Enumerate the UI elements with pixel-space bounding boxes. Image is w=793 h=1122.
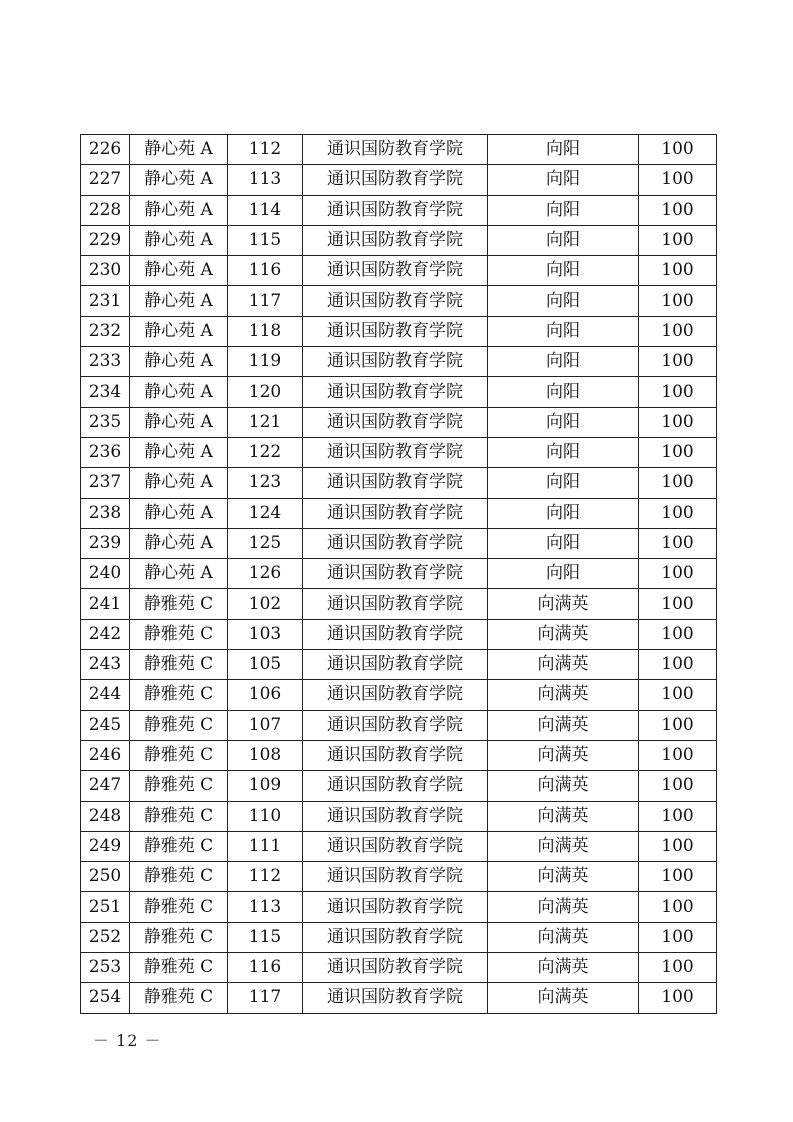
score-cell: 100 <box>639 680 717 710</box>
college-cell: 通识国防教育学院 <box>303 407 488 437</box>
table-row <box>81 468 717 498</box>
score-cell: 100 <box>639 710 717 740</box>
score-cell: 100 <box>639 831 717 861</box>
row-index-cell: 236 <box>81 437 130 467</box>
counselor-cell: 向阳 <box>488 225 639 255</box>
counselor-cell: 向满英 <box>488 892 639 922</box>
college-cell: 通识国防教育学院 <box>303 347 488 377</box>
table-row <box>81 195 717 225</box>
college-cell: 通识国防教育学院 <box>303 468 488 498</box>
score-cell: 100 <box>639 468 717 498</box>
building-cell: 静雅苑 C <box>130 740 228 770</box>
counselor-cell: 向满英 <box>488 831 639 861</box>
score-cell: 100 <box>639 983 717 1013</box>
counselor-cell: 向阳 <box>488 316 639 346</box>
building-cell: 静雅苑 C <box>130 650 228 680</box>
table-row <box>81 377 717 407</box>
college-cell: 通识国防教育学院 <box>303 528 488 558</box>
counselor-cell: 向满英 <box>488 710 639 740</box>
table-row <box>81 135 717 165</box>
counselor-cell: 向阳 <box>488 347 639 377</box>
building-cell: 静心苑 A <box>130 377 228 407</box>
college-cell: 通识国防教育学院 <box>303 135 488 165</box>
college-cell: 通识国防教育学院 <box>303 559 488 589</box>
score-cell: 100 <box>639 528 717 558</box>
building-cell: 静雅苑 C <box>130 862 228 892</box>
table-row <box>81 316 717 346</box>
table-row <box>81 862 717 892</box>
score-cell: 100 <box>639 225 717 255</box>
table-row <box>81 740 717 770</box>
room-number-cell: 126 <box>228 559 303 589</box>
table-row <box>81 801 717 831</box>
row-index-cell: 242 <box>81 619 130 649</box>
college-cell: 通识国防教育学院 <box>303 892 488 922</box>
counselor-cell: 向满英 <box>488 862 639 892</box>
score-cell: 100 <box>639 347 717 377</box>
building-cell: 静心苑 A <box>130 135 228 165</box>
building-cell: 静雅苑 C <box>130 831 228 861</box>
room-number-cell: 102 <box>228 589 303 619</box>
college-cell: 通识国防教育学院 <box>303 983 488 1013</box>
score-cell: 100 <box>639 165 717 195</box>
room-number-cell: 115 <box>228 225 303 255</box>
building-cell: 静雅苑 C <box>130 589 228 619</box>
counselor-cell: 向满英 <box>488 983 639 1013</box>
building-cell: 静雅苑 C <box>130 680 228 710</box>
table-row <box>81 831 717 861</box>
score-cell: 100 <box>639 801 717 831</box>
score-cell: 100 <box>639 862 717 892</box>
table-row <box>81 953 717 983</box>
score-cell: 100 <box>639 437 717 467</box>
building-cell: 静雅苑 C <box>130 953 228 983</box>
counselor-cell: 向阳 <box>488 377 639 407</box>
building-cell: 静雅苑 C <box>130 710 228 740</box>
table-row <box>81 892 717 922</box>
table-row <box>81 286 717 316</box>
room-number-cell: 112 <box>228 135 303 165</box>
row-index-cell: 243 <box>81 650 130 680</box>
score-cell: 100 <box>639 771 717 801</box>
college-cell: 通识国防教育学院 <box>303 256 488 286</box>
building-cell: 静心苑 A <box>130 256 228 286</box>
score-cell: 100 <box>639 619 717 649</box>
row-index-cell: 237 <box>81 468 130 498</box>
table-row <box>81 225 717 255</box>
table-row <box>81 619 717 649</box>
building-cell: 静雅苑 C <box>130 619 228 649</box>
counselor-cell: 向阳 <box>488 165 639 195</box>
row-index-cell: 240 <box>81 559 130 589</box>
row-index-cell: 241 <box>81 589 130 619</box>
row-index-cell: 229 <box>81 225 130 255</box>
building-cell: 静雅苑 C <box>130 922 228 952</box>
counselor-cell: 向阳 <box>488 286 639 316</box>
row-index-cell: 247 <box>81 771 130 801</box>
table-row <box>81 437 717 467</box>
college-cell: 通识国防教育学院 <box>303 831 488 861</box>
college-cell: 通识国防教育学院 <box>303 498 488 528</box>
building-cell: 静雅苑 C <box>130 983 228 1013</box>
table-row <box>81 771 717 801</box>
building-cell: 静心苑 A <box>130 559 228 589</box>
building-cell: 静心苑 A <box>130 528 228 558</box>
counselor-cell: 向阳 <box>488 468 639 498</box>
table-row <box>81 498 717 528</box>
dormitory-score-table <box>80 134 717 1014</box>
table-row <box>81 589 717 619</box>
room-number-cell: 112 <box>228 862 303 892</box>
building-cell: 静心苑 A <box>130 225 228 255</box>
college-cell: 通识国防教育学院 <box>303 710 488 740</box>
building-cell: 静心苑 A <box>130 165 228 195</box>
counselor-cell: 向阳 <box>488 256 639 286</box>
row-index-cell: 245 <box>81 710 130 740</box>
counselor-cell: 向满英 <box>488 922 639 952</box>
score-cell: 100 <box>639 922 717 952</box>
college-cell: 通识国防教育学院 <box>303 286 488 316</box>
room-number-cell: 117 <box>228 286 303 316</box>
counselor-cell: 向阳 <box>488 498 639 528</box>
room-number-cell: 114 <box>228 195 303 225</box>
college-cell: 通识国防教育学院 <box>303 650 488 680</box>
room-number-cell: 106 <box>228 680 303 710</box>
row-index-cell: 246 <box>81 740 130 770</box>
score-cell: 100 <box>639 559 717 589</box>
room-number-cell: 120 <box>228 377 303 407</box>
college-cell: 通识国防教育学院 <box>303 771 488 801</box>
room-number-cell: 113 <box>228 892 303 922</box>
college-cell: 通识国防教育学院 <box>303 619 488 649</box>
row-index-cell: 251 <box>81 892 130 922</box>
building-cell: 静心苑 A <box>130 286 228 316</box>
table-body <box>81 135 717 1014</box>
counselor-cell: 向满英 <box>488 740 639 770</box>
counselor-cell: 向满英 <box>488 771 639 801</box>
counselor-cell: 向满英 <box>488 801 639 831</box>
counselor-cell: 向阳 <box>488 407 639 437</box>
counselor-cell: 向满英 <box>488 953 639 983</box>
row-index-cell: 232 <box>81 316 130 346</box>
score-cell: 100 <box>639 650 717 680</box>
room-number-cell: 125 <box>228 528 303 558</box>
room-number-cell: 113 <box>228 165 303 195</box>
counselor-cell: 向阳 <box>488 559 639 589</box>
counselor-cell: 向满英 <box>488 619 639 649</box>
college-cell: 通识国防教育学院 <box>303 165 488 195</box>
college-cell: 通识国防教育学院 <box>303 195 488 225</box>
room-number-cell: 119 <box>228 347 303 377</box>
college-cell: 通识国防教育学院 <box>303 922 488 952</box>
score-cell: 100 <box>639 195 717 225</box>
table-row <box>81 165 717 195</box>
score-cell: 100 <box>639 953 717 983</box>
row-index-cell: 230 <box>81 256 130 286</box>
college-cell: 通识国防教育学院 <box>303 953 488 983</box>
counselor-cell: 向阳 <box>488 437 639 467</box>
room-number-cell: 107 <box>228 710 303 740</box>
table-row <box>81 559 717 589</box>
row-index-cell: 234 <box>81 377 130 407</box>
score-cell: 100 <box>639 256 717 286</box>
row-index-cell: 244 <box>81 680 130 710</box>
row-index-cell: 233 <box>81 347 130 377</box>
room-number-cell: 108 <box>228 740 303 770</box>
counselor-cell: 向满英 <box>488 650 639 680</box>
building-cell: 静雅苑 C <box>130 801 228 831</box>
table-row <box>81 922 717 952</box>
score-cell: 100 <box>639 589 717 619</box>
counselor-cell: 向阳 <box>488 528 639 558</box>
score-cell: 100 <box>639 740 717 770</box>
college-cell: 通识国防教育学院 <box>303 862 488 892</box>
row-index-cell: 231 <box>81 286 130 316</box>
college-cell: 通识国防教育学院 <box>303 225 488 255</box>
room-number-cell: 111 <box>228 831 303 861</box>
table-row <box>81 680 717 710</box>
counselor-cell: 向阳 <box>488 195 639 225</box>
building-cell: 静心苑 A <box>130 195 228 225</box>
score-cell: 100 <box>639 135 717 165</box>
row-index-cell: 253 <box>81 953 130 983</box>
room-number-cell: 122 <box>228 437 303 467</box>
room-number-cell: 110 <box>228 801 303 831</box>
row-index-cell: 249 <box>81 831 130 861</box>
room-number-cell: 109 <box>228 771 303 801</box>
room-number-cell: 121 <box>228 407 303 437</box>
score-cell: 100 <box>639 286 717 316</box>
building-cell: 静雅苑 C <box>130 771 228 801</box>
room-number-cell: 123 <box>228 468 303 498</box>
building-cell: 静雅苑 C <box>130 892 228 922</box>
row-index-cell: 235 <box>81 407 130 437</box>
college-cell: 通识国防教育学院 <box>303 589 488 619</box>
table-row <box>81 650 717 680</box>
row-index-cell: 254 <box>81 983 130 1013</box>
room-number-cell: 116 <box>228 953 303 983</box>
counselor-cell: 向满英 <box>488 589 639 619</box>
room-number-cell: 117 <box>228 983 303 1013</box>
college-cell: 通识国防教育学院 <box>303 377 488 407</box>
row-index-cell: 227 <box>81 165 130 195</box>
table-row <box>81 710 717 740</box>
page-number: － 12 － <box>93 1031 162 1050</box>
row-index-cell: 248 <box>81 801 130 831</box>
building-cell: 静心苑 A <box>130 347 228 377</box>
room-number-cell: 124 <box>228 498 303 528</box>
building-cell: 静心苑 A <box>130 437 228 467</box>
room-number-cell: 103 <box>228 619 303 649</box>
building-cell: 静心苑 A <box>130 407 228 437</box>
college-cell: 通识国防教育学院 <box>303 740 488 770</box>
row-index-cell: 238 <box>81 498 130 528</box>
row-index-cell: 252 <box>81 922 130 952</box>
table-row <box>81 256 717 286</box>
score-cell: 100 <box>639 377 717 407</box>
counselor-cell: 向满英 <box>488 680 639 710</box>
room-number-cell: 105 <box>228 650 303 680</box>
table-row <box>81 347 717 377</box>
college-cell: 通识国防教育学院 <box>303 316 488 346</box>
college-cell: 通识国防教育学院 <box>303 680 488 710</box>
row-index-cell: 239 <box>81 528 130 558</box>
building-cell: 静心苑 A <box>130 468 228 498</box>
score-cell: 100 <box>639 498 717 528</box>
college-cell: 通识国防教育学院 <box>303 437 488 467</box>
room-number-cell: 115 <box>228 922 303 952</box>
building-cell: 静心苑 A <box>130 498 228 528</box>
row-index-cell: 228 <box>81 195 130 225</box>
score-cell: 100 <box>639 316 717 346</box>
table-row <box>81 528 717 558</box>
counselor-cell: 向阳 <box>488 135 639 165</box>
room-number-cell: 118 <box>228 316 303 346</box>
score-cell: 100 <box>639 407 717 437</box>
row-index-cell: 250 <box>81 862 130 892</box>
score-cell: 100 <box>639 892 717 922</box>
room-number-cell: 116 <box>228 256 303 286</box>
building-cell: 静心苑 A <box>130 316 228 346</box>
college-cell: 通识国防教育学院 <box>303 801 488 831</box>
table-row <box>81 407 717 437</box>
row-index-cell: 226 <box>81 135 130 165</box>
table-row <box>81 983 717 1013</box>
